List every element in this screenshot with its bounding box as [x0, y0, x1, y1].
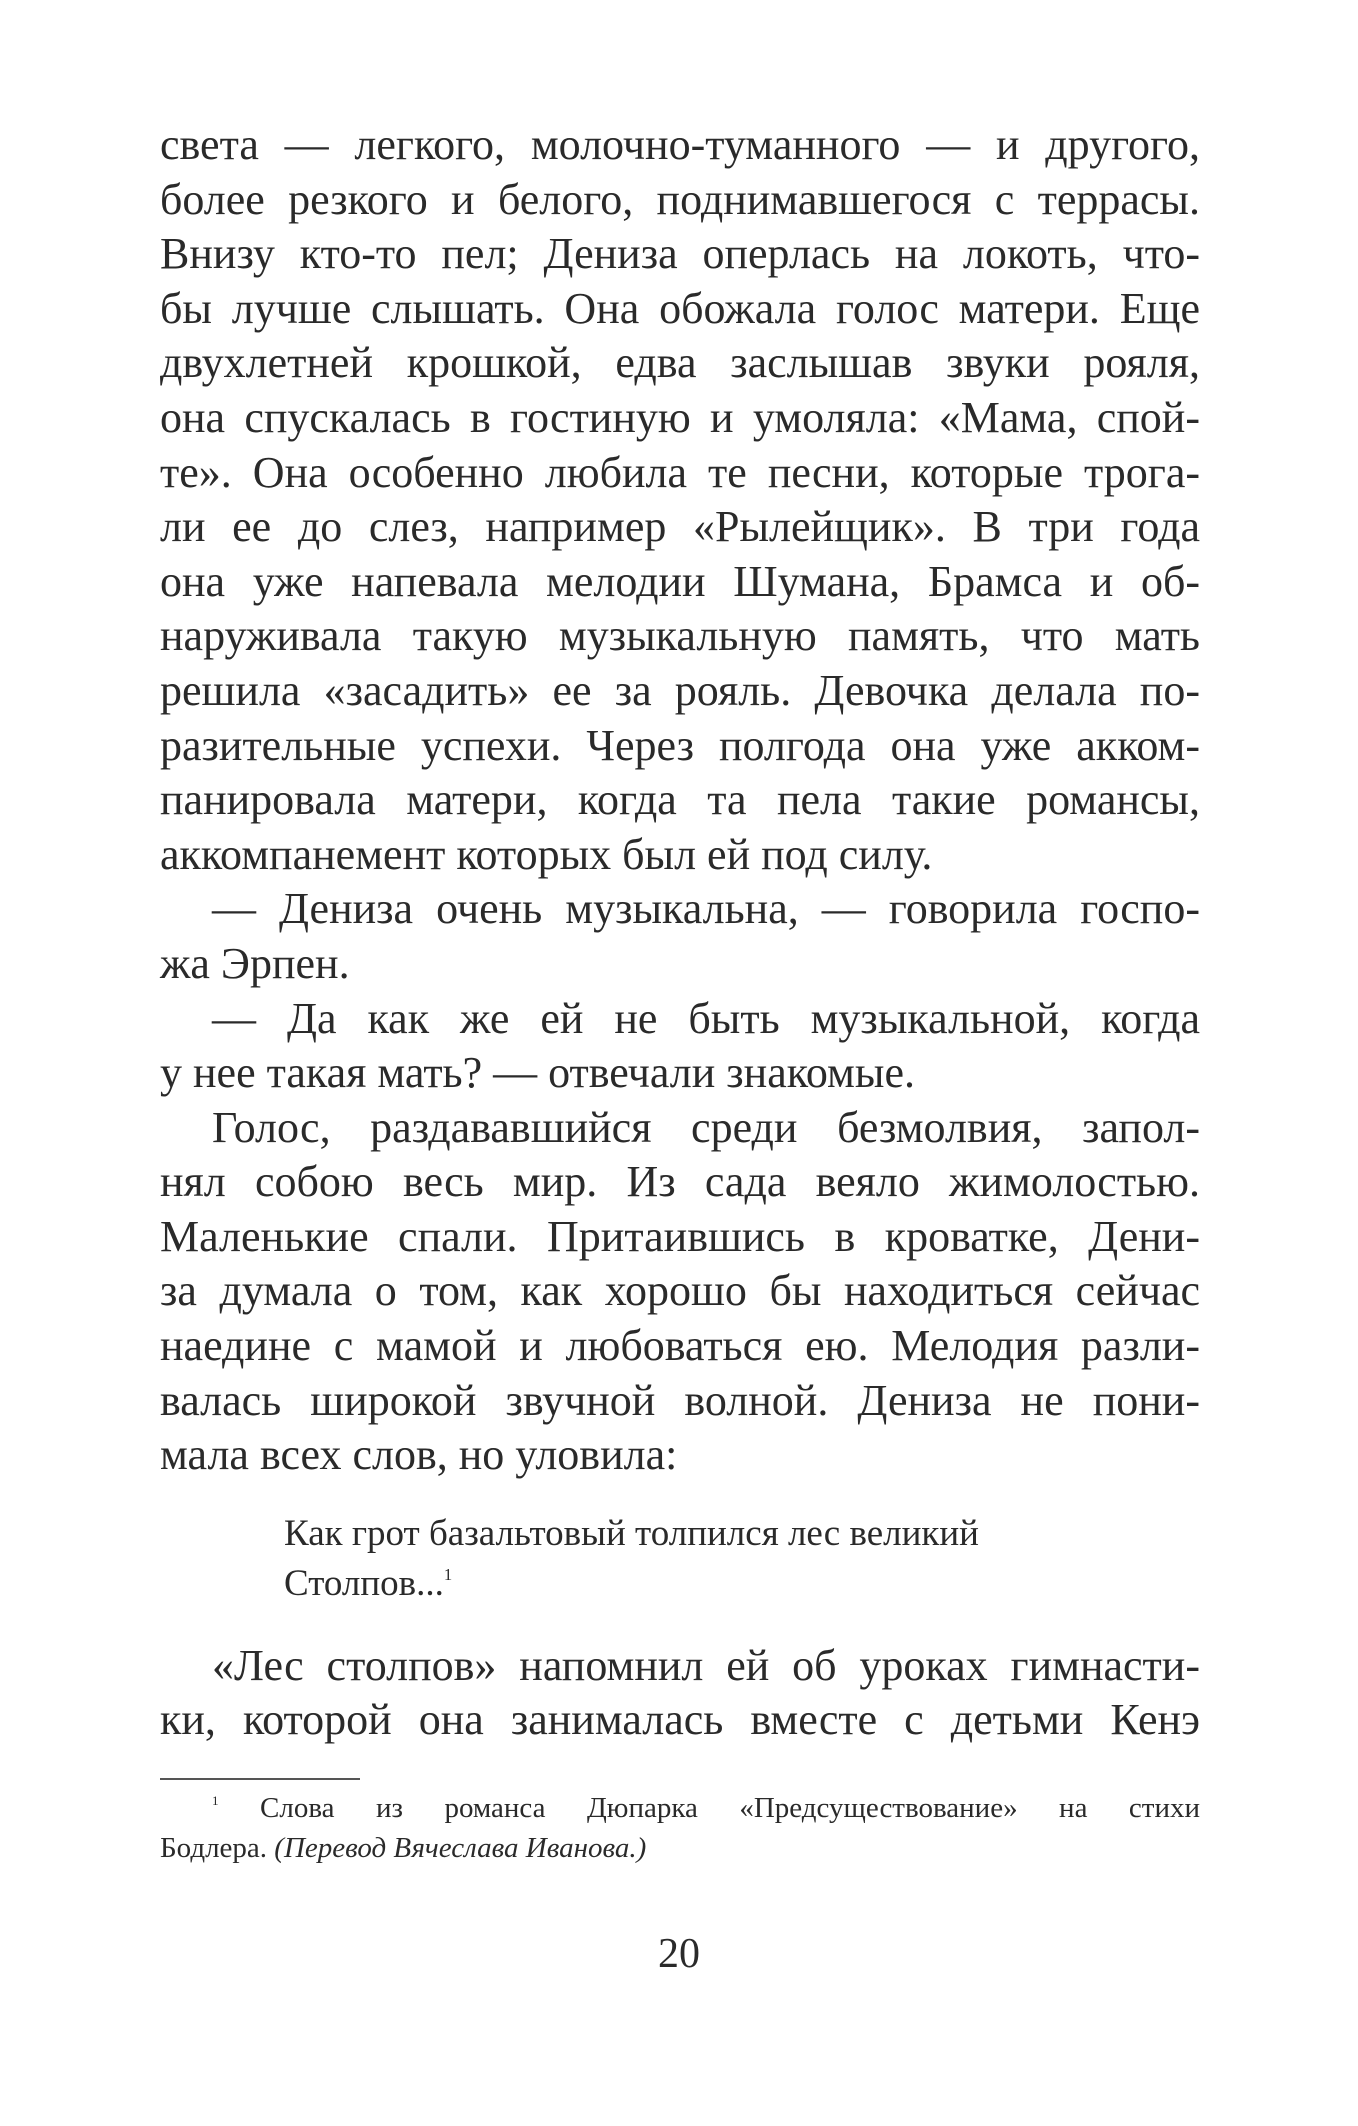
- footnote-line: [160, 1828, 1200, 1868]
- text-line: — Да как же ей не быть музыкальной, когда: [212, 993, 1200, 1043]
- poem-line: Как грот базальтовый толпился лес великий: [284, 1512, 979, 1554]
- text-line: валась широкой звучной волной. Дениза не пони-: [160, 1375, 1200, 1425]
- text-line: наруживала такую музыкальную память, что мать: [160, 611, 1200, 661]
- text-line: света — легкого, молочно-туманного — и другого,: [160, 120, 1200, 169]
- footnote-text: Слова из романса Дюпарка «Предсуществование» на стихи: [260, 1792, 1200, 1825]
- poem-quote: [160, 1509, 1200, 1609]
- poem-line: [284, 1559, 1200, 1609]
- page-body: [160, 118, 1200, 1868]
- text-line: нял собою весь мир. Из сада веяло жимолостью.: [160, 1157, 1200, 1207]
- text-line: разительные успехи. Через полгода она уже акком-: [160, 720, 1200, 770]
- text-line: бы лучше слышать. Она обожала голос матери. Еще: [160, 283, 1200, 333]
- text-line: за думала о том, как хорошо бы находиться сейчас: [160, 1266, 1200, 1316]
- footnote-line: [160, 1788, 1200, 1828]
- text-line: — Дениза очень музыкальна, — говорила госпо-: [212, 884, 1200, 934]
- text-line: аккомпанемент которых был ей под силу.: [160, 829, 933, 879]
- poem-line-text: Столпов...: [284, 1562, 444, 1604]
- footnote-mark: 1: [212, 1793, 219, 1809]
- text-line: жа Эрпен.: [160, 938, 350, 988]
- text-line: более резкого и белого, поднимавшегося с террасы.: [160, 174, 1200, 224]
- text-line: у нее такая мать? — отвечали знакомые.: [160, 1048, 915, 1098]
- footnote-divider: [160, 1778, 360, 1780]
- footnote-text: Бодлера.: [160, 1832, 275, 1865]
- footnote-ref[interactable]: 1: [443, 1564, 453, 1584]
- footnote-translator: (Перевод Вячеслава Иванова.): [274, 1832, 647, 1865]
- text-line: Голос, раздававшийся среди безмолвия, запол-: [212, 1102, 1200, 1152]
- text-line: она уже напевала мелодии Шумана, Брамса и об-: [160, 556, 1200, 606]
- text-line: те». Она особенно любила те песни, которые трога-: [160, 447, 1200, 497]
- page-number: 20: [658, 1931, 700, 1977]
- text-line: Маленькие спали. Притаившись в кроватке, Дени-: [160, 1211, 1200, 1261]
- text-line: наедине с мамой и любоваться ею. Мелодия разли-: [160, 1321, 1200, 1371]
- text-line: она спускалась в гостиную и умоляла: «Мама, спой-: [160, 392, 1200, 442]
- text-line: двухлетней крошкой, едва заслышав звуки рояля,: [160, 338, 1200, 388]
- text-line: Внизу кто-то пел; Дениза оперлась на локоть, что-: [160, 229, 1200, 279]
- text-line: ли ее до слез, например «Рылейщик». В три года: [160, 502, 1200, 552]
- text-line: решила «засадить» ее за рояль. Девочка делала по-: [160, 665, 1200, 715]
- text-line: мала всех слов, но уловила:: [160, 1430, 678, 1480]
- text-line: ки, которой она занималась вместе с детьми Кенэ: [160, 1695, 1200, 1745]
- text-line: «Лес столпов» напомнил ей об уроках гимнасти-: [212, 1640, 1200, 1690]
- text-line: панировала матери, когда та пела такие романсы,: [160, 775, 1200, 825]
